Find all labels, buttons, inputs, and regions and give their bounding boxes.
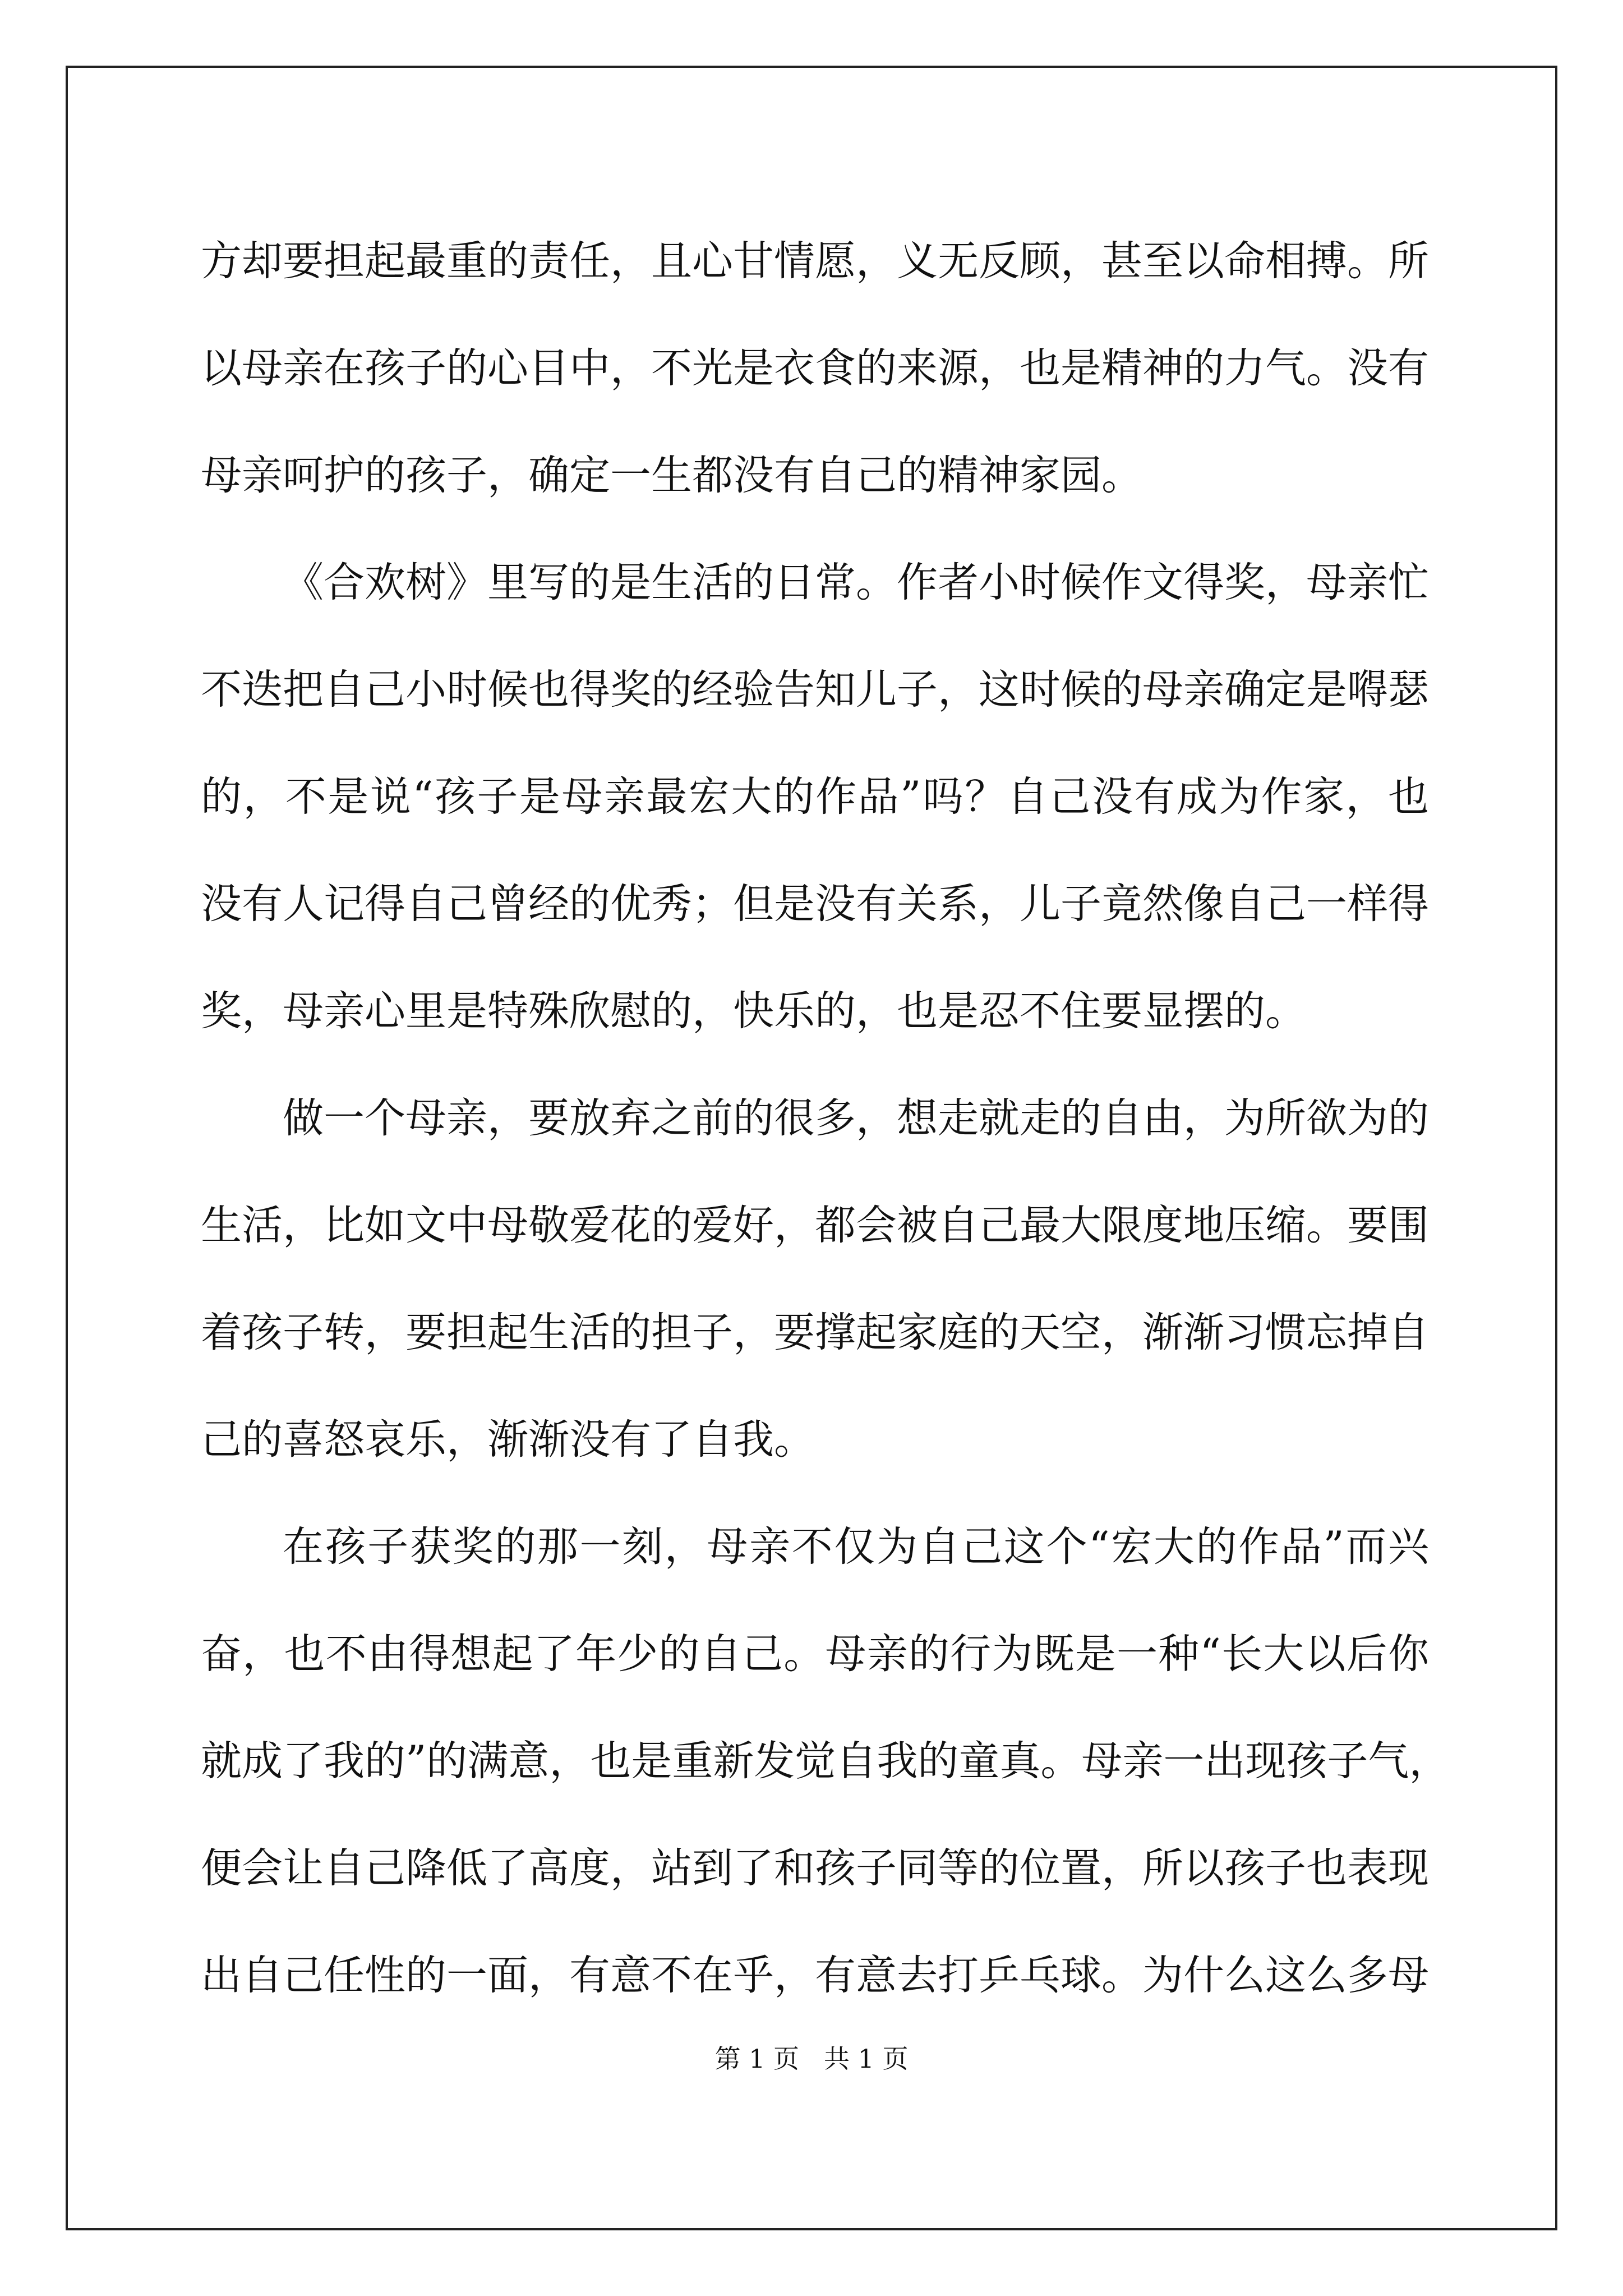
text-line: 便会让自己降低了高度，站到了和孩子同等的位置，所以孩子也表现 (201, 1844, 1429, 1892)
text-line: 奖，母亲心里是特殊欣慰的，快乐的，也是忍不住要显摆的。 (201, 987, 1306, 1035)
document-body (201, 208, 1450, 2029)
text-line: 出自己任性的一面，有意不在乎，有意去打乒乓球。为什么这么多母 (201, 1952, 1429, 1999)
text-line: 的，不是说“孩子是母亲最宏大的作品”吗？自己没有成为作家，也 (201, 773, 1429, 821)
footer-spacer (799, 2044, 824, 2074)
text-line: 己的喜怒哀乐，渐渐没有了自我。 (201, 1416, 815, 1464)
page-number: 第 1 页 (714, 2044, 800, 2074)
text-line: 《合欢树》里写的是生活的日常。作者小时候作文得奖，母亲忙 (283, 559, 1429, 606)
text-line: 不迭把自己小时候也得奖的经验告知儿子，这时候的母亲确定是嘚瑟 (201, 666, 1429, 714)
total-pages: 共 1 页 (823, 2044, 909, 2074)
page-footer (0, 2042, 1623, 2076)
text-line: 生活，比如文中母敬爱花的爱好，都会被自己最大限度地压缩。要围 (201, 1202, 1429, 1249)
text-line: 奋，也不由得想起了年少的自己。母亲的行为既是一种“长大以后你 (201, 1630, 1429, 1678)
text-line: 没有人记得自己曾经的优秀；但是没有关系，儿子竟然像自己一样得 (201, 880, 1429, 928)
text-line: 着孩子转，要担起生活的担子，要撑起家庭的天空，渐渐习惯忘掉自 (201, 1309, 1429, 1356)
text-line: 就成了我的”的满意，也是重新发觉自我的童真。母亲一出现孩子气， (201, 1737, 1450, 1785)
text-line: 方却要担起最重的责任，且心甘情愿，义无反顾，甚至以命相搏。所 (201, 237, 1429, 285)
text-line: 以母亲在孩子的心目中，不光是衣食的来源，也是精神的力气。没有 (201, 344, 1429, 392)
text-line: 母亲呵护的孩子，确定一生都没有自己的精神家园。 (201, 452, 1142, 499)
text-line: 在孩子获奖的那一刻，母亲不仅为自己这个“宏大的作品”而兴 (283, 1523, 1429, 1571)
text-line: 做一个母亲，要放弃之前的很多，想走就走的自由，为所欲为的 (283, 1094, 1429, 1142)
